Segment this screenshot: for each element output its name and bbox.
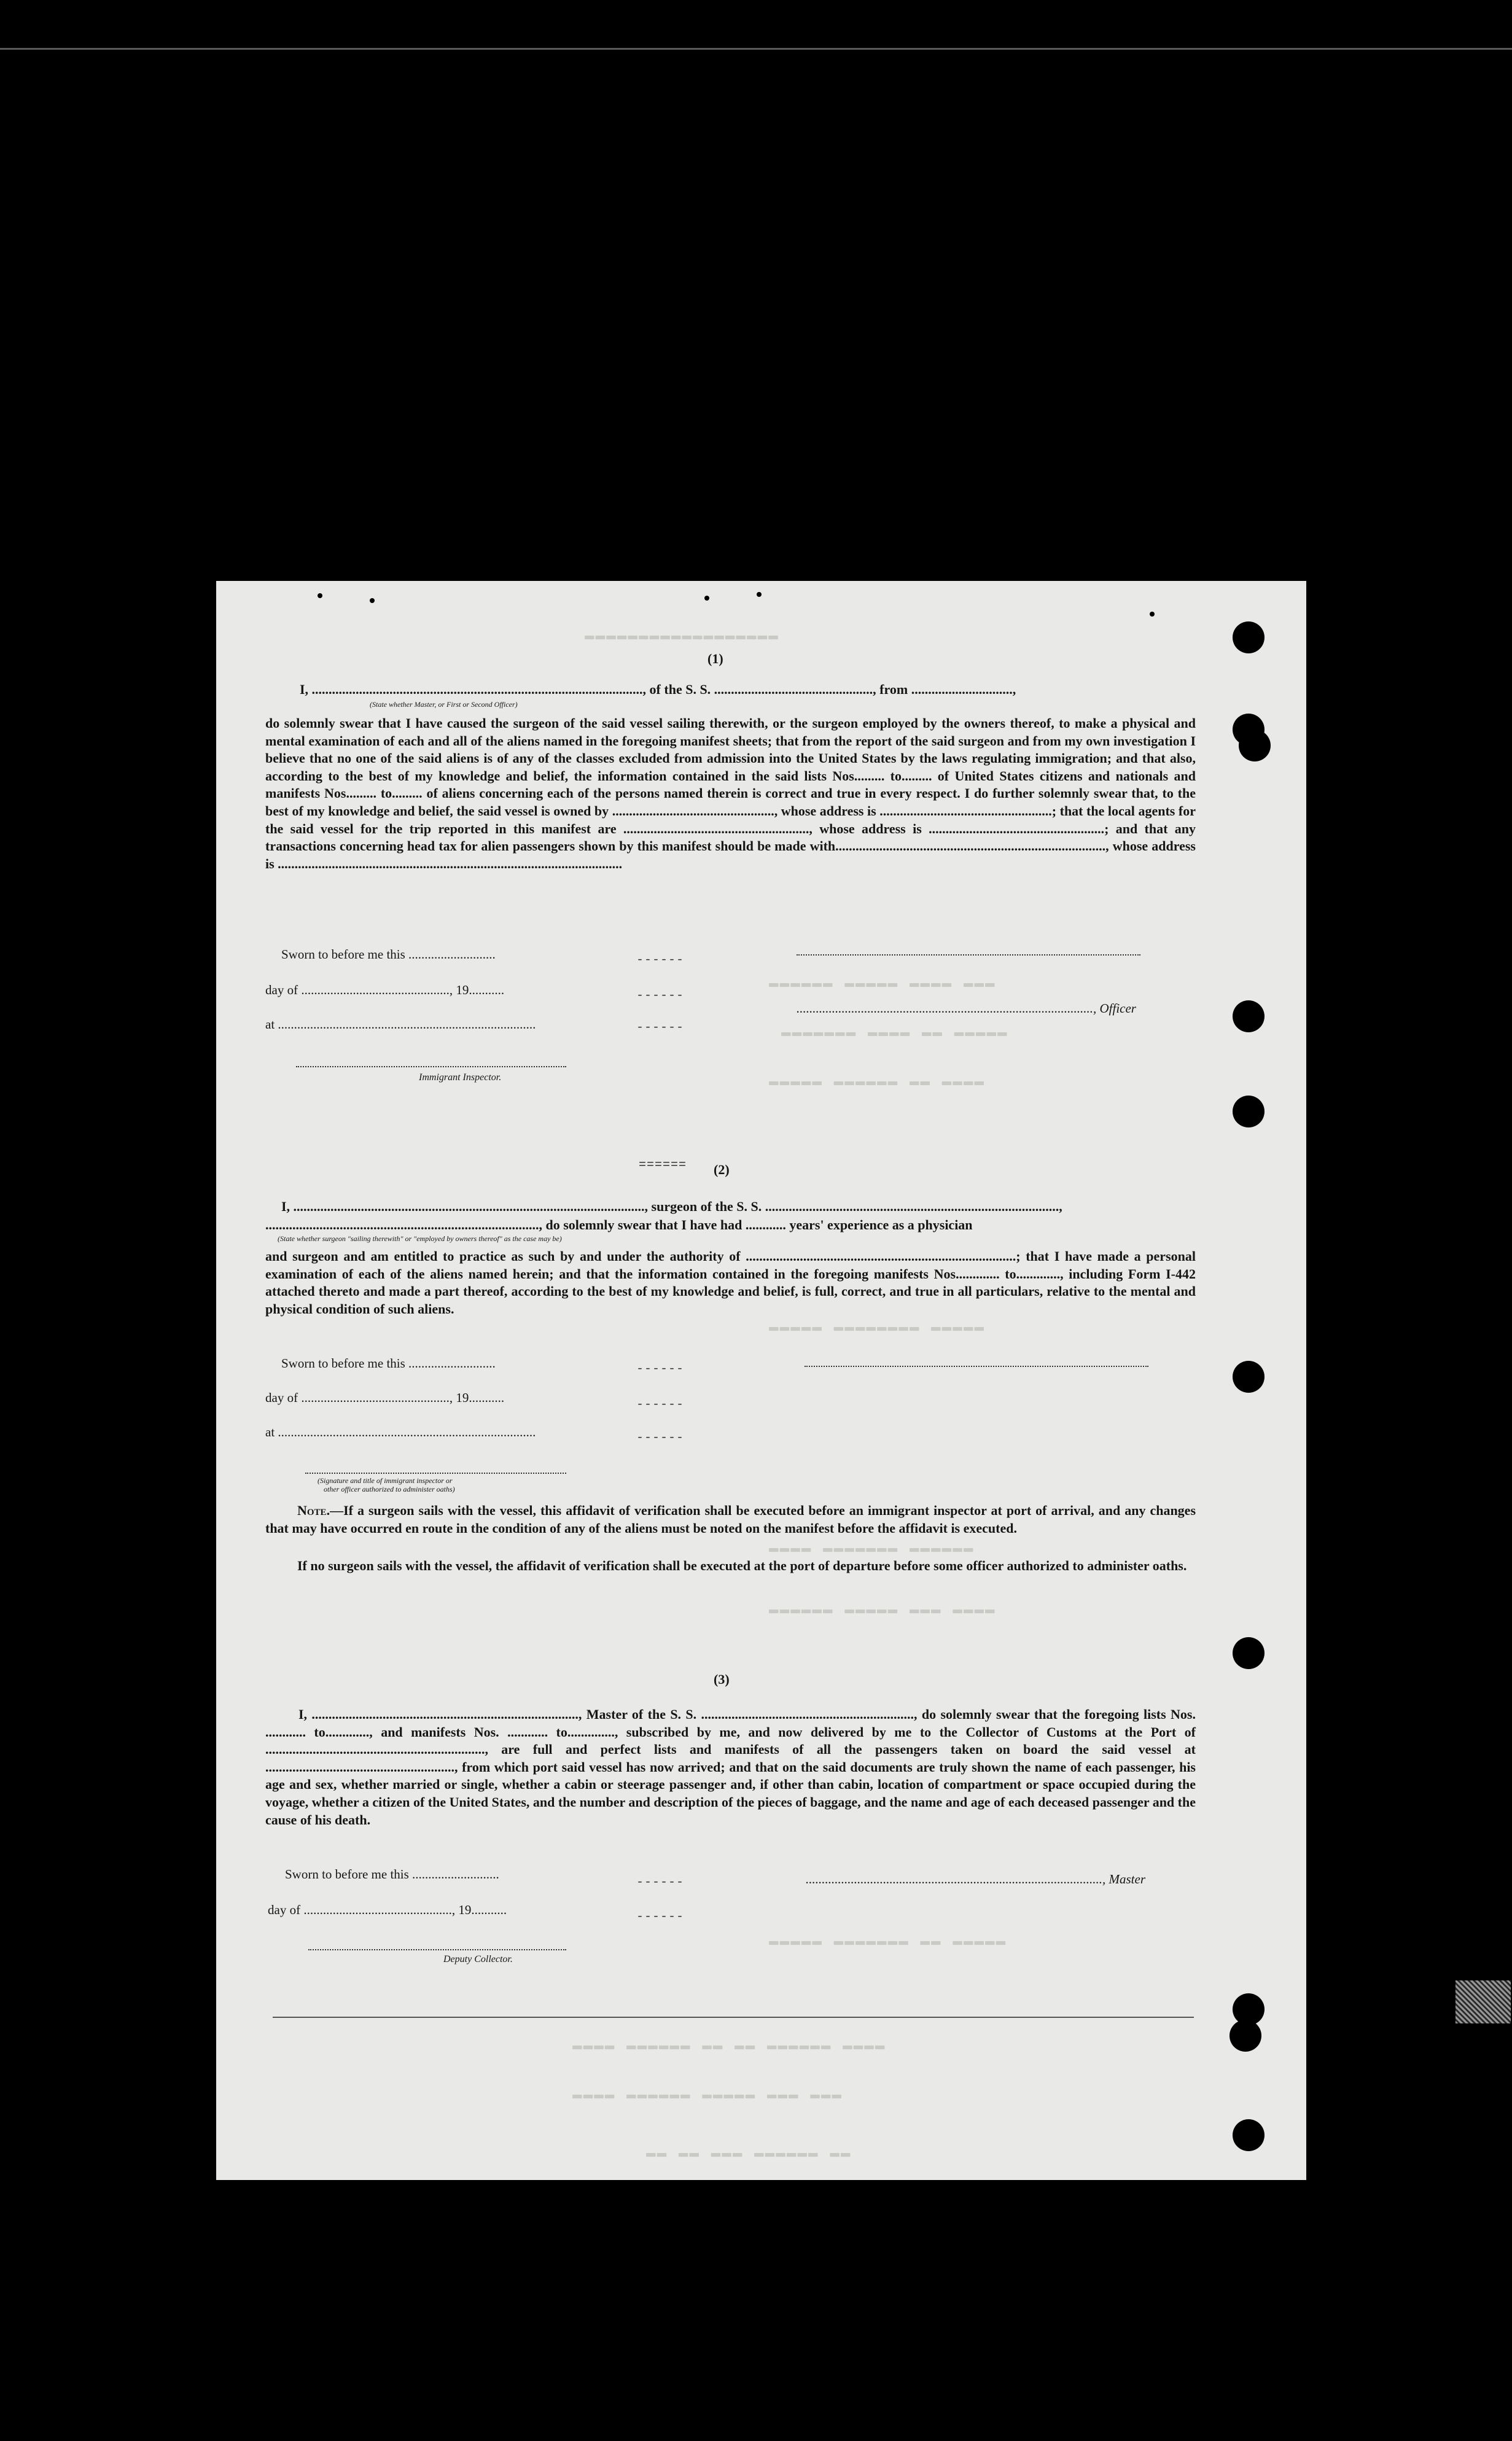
officer-signature-line (797, 954, 1140, 956)
bleed-through-text: ▬▬▬▬▬ ▬▬▬▬▬▬ ▬▬ ▬▬▬▬ (769, 1072, 986, 1091)
section-2-line-2: ................................................................................., do solemnly swear that I have had ............ years' experience as a physician (265, 1217, 973, 1232)
section-3-oath-text: I, ..............................................................................., Master of the S. S. ..............................................................., do solemnly swear that the foregoing lists Nos. ............ to............., and manifests Nos. ............ to.............., subscribed by me, and now delivered by me to the Collector of Customs at the Port of ................................................................., are full and perfect lists and manifests of all the passengers taken on board the said vessel at ........................................................, from which port said vessel has now arrived; and that on the said documents are truly shown the name of each passenger, his age and sex, whether married or single, whether a cabin or steerage passenger and, if other than cabin, location of compartment or space occupied during the voyage, whether a citizen of the United States, and the number and description of the pieces of baggage, and the name and age of each deceased passenger and the cause of his death. (265, 1707, 1196, 1828)
section-2-number: (2) (714, 1162, 730, 1177)
punch-hole (1233, 1096, 1265, 1127)
scan-artifact (1455, 1980, 1511, 2023)
section-1-at-line: at ................................................................................ (265, 1017, 536, 1032)
section-1-officer-line: ............................................................................................, Officer (797, 1001, 1136, 1016)
section-1-inspector-caption: Immigrant Inspector. (419, 1072, 502, 1083)
note-label: Note. (297, 1503, 330, 1518)
section-2-sworn-line: Sworn to before me this ........................... (281, 1356, 496, 1371)
punch-hole (1233, 621, 1265, 653)
section-1-oath-text: do solemnly swear that I have caused the surgeon of the said vessel sailing therewith, or the surgeon employed by the owners thereof, to make a physical and mental examination of each and all of the aliens named in the foregoing manifest sheets; that from the report of the said surgeon and from my own investigation I believe that no one of the said aliens is of any of the classes excluded from admission into the United States by the laws regulating immigration; and that also, according to the best of my knowledge and belief, the information contained in the said lists Nos......... to......... of United States citizens and nationals and manifests Nos......... to......... of aliens concerning each of the persons named therein is correct and true in every respect. I do further solemnly swear that, to the best of my knowledge and belief, the said vessel is owned by ................................................, whose address is ...................................................; that the local agents for the said vessel for the trip reported in this manifest are ......................................................., whose address is ....................................................; and that any transactions concerning head tax for alien passengers shown by this manifest should be made with................................................................................, whose address is ...................................................................................................... (265, 715, 1196, 871)
section-2-line-1: I, ........................................................................................................, surgeon of the S. S. ......................................................................................., (281, 1199, 1062, 1214)
typed-dash: ------ (636, 953, 685, 967)
section-2-at-line: at ................................................................................ (265, 1425, 536, 1439)
typed-dash: ------ (636, 989, 685, 1003)
section-3-sworn-line: Sworn to before me this ........................... (285, 1867, 499, 1882)
bleed-through-text: ▬▬▬▬ ▬▬▬▬▬▬ ▬▬ ▬▬ ▬▬▬▬▬▬ ▬▬▬▬ (572, 2036, 886, 2055)
punch-hole (1239, 730, 1271, 761)
bleed-through-text: ▬▬▬▬▬ ▬▬▬▬▬▬▬ ▬▬ ▬▬▬▬▬ (769, 1932, 1007, 1950)
manifest-page (216, 581, 1306, 2180)
section-1-number: (1) (707, 651, 723, 666)
bottom-rule (273, 2017, 1194, 2018)
section-1-sworn-line: Sworn to before me this ........................... (281, 947, 496, 962)
section-2-signature-caption-1: (Signature and title of immigrant inspector or (318, 1476, 453, 1485)
section-3-collector-caption: Deputy Collector. (443, 1954, 513, 1964)
bleed-through-text: ▬▬ ▬▬ ▬▬▬ ▬▬▬▬▬▬ ▬▬ (646, 2144, 852, 2162)
section-3-number: (3) (714, 1672, 730, 1687)
bleed-through-text: ▬▬▬▬ ▬▬▬▬▬▬ ▬▬▬▬▬ ▬▬▬ ▬▬▬ (572, 2085, 843, 2104)
typed-dash: ------ (636, 1431, 685, 1445)
typed-dash: ------ (636, 1021, 685, 1035)
section-2-day-line: day of .............................................., 19........... (265, 1390, 505, 1405)
punch-hole (1233, 2119, 1265, 2151)
bleed-through-text: ▬▬▬▬▬▬ ▬▬▬▬▬ ▬▬▬▬ ▬▬▬ (769, 974, 996, 992)
punch-hole (1233, 1361, 1265, 1393)
inspector-signature-line (296, 1066, 566, 1067)
typed-equals: ====== (639, 1158, 687, 1172)
section-3-master-line: ............................................................................................, Master (806, 1872, 1145, 1886)
section-2-note (265, 1502, 1196, 1537)
typed-dash: ------ (636, 1875, 685, 1890)
typed-dash: ------ (636, 1910, 685, 1924)
speck (704, 596, 709, 601)
section-2-note-2: If no surgeon sails with the vessel, the affidavit of verification shall be executed at the port of departure before some officer authorized to administer oaths. (297, 1558, 1187, 1573)
speck (757, 592, 762, 597)
collector-signature-line (308, 1949, 566, 1950)
section-3-day-line: day of .............................................., 19........... (268, 1902, 507, 1917)
bleed-through-text: ▬▬▬▬▬▬▬▬▬▬▬▬▬▬▬▬▬▬ (585, 626, 779, 645)
speck (1150, 612, 1155, 617)
punch-hole (1233, 1000, 1265, 1032)
surgeon-signature-line (805, 1366, 1148, 1367)
scanner-edge-line (0, 48, 1512, 50)
section-2-caption: (State whether surgeon "sailing therewith" or "employed by owners thereof" as the case may be) (278, 1234, 562, 1243)
section-1-day-line: day of .............................................., 19........... (265, 983, 505, 997)
punch-hole (1229, 2020, 1261, 2052)
bleed-through-text: ▬▬▬▬▬▬ ▬▬▬▬▬ ▬▬▬ ▬▬▬▬ (769, 1600, 996, 1619)
typed-dash: ------ (636, 1362, 685, 1376)
section-1-caption: (State whether Master, or First or Second Officer) (370, 700, 518, 709)
section-1-line-1: I, .................................................................................................., of the S. S. ..............................................., from .............................., (300, 682, 1016, 697)
bleed-through-text: ▬▬▬▬▬ ▬▬▬▬▬▬▬▬ ▬▬▬▬▬ (769, 1318, 986, 1336)
speck (318, 593, 322, 598)
bleed-through-text: ▬▬▬▬ ▬▬▬▬▬▬▬ ▬▬▬▬▬▬ (769, 1539, 975, 1557)
punch-hole (1233, 1637, 1265, 1669)
note-text: —If a surgeon sails with the vessel, this affidavit of verification shall be executed before an immigrant inspector at port of arrival, and any changes that may have occurred en route in the condition of any of the aliens must be noted on the manifest before the affidavit is executed. (265, 1503, 1196, 1536)
typed-dash: ------ (636, 1398, 685, 1412)
surgeon-witness-signature-line (305, 1473, 566, 1474)
section-2-signature-caption-2: other officer authorized to administer oaths) (324, 1485, 455, 1493)
speck (370, 598, 375, 603)
section-2-oath-text: and surgeon and am entitled to practice as such by and under the authority of ................................................................................; that I have made a personal examination of each of the aliens named herein; and that the information contained in the foregoing manifests Nos............. to............., including Form I-442 attached thereto and made a part thereof, according to the best of my knowledge and belief, is full, correct, and true in all particulars, relative to the mental and physical condition of such aliens. (265, 1248, 1196, 1317)
bleed-through-text: ▬▬▬▬▬▬▬ ▬▬▬▬ ▬▬ ▬▬▬▬▬ (781, 1023, 1008, 1041)
